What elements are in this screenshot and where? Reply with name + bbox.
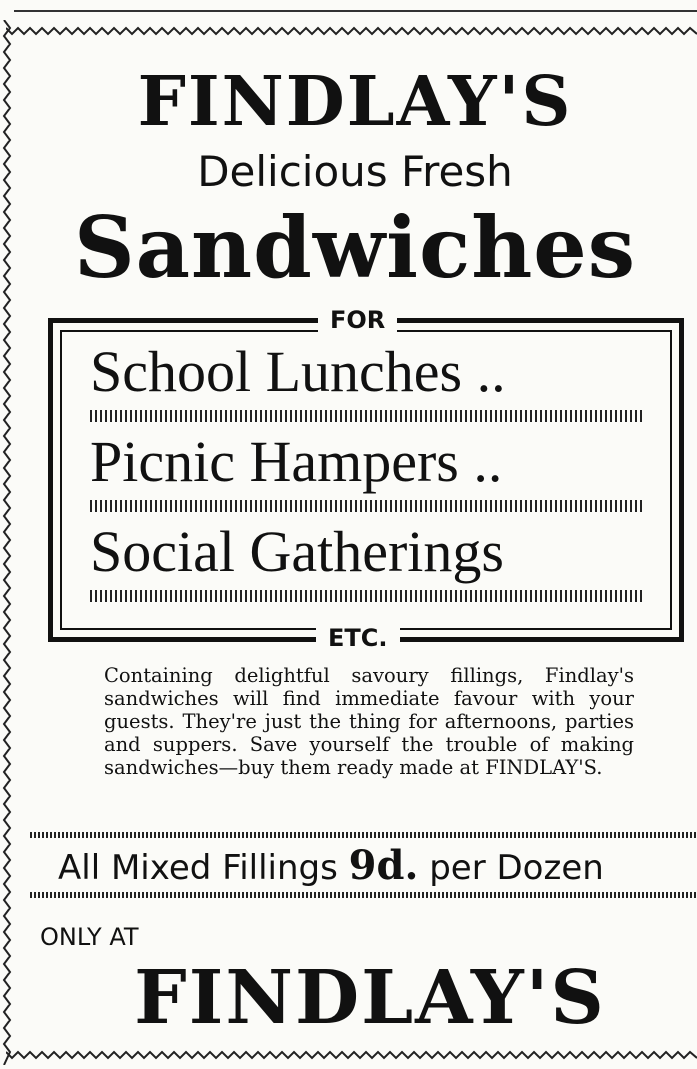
use-item-picnic-hampers: Picnic Hampers ..	[90, 429, 503, 494]
price-suffix: per Dozen	[429, 848, 604, 888]
for-label: FOR	[318, 306, 397, 334]
bottom-zigzag-border	[6, 1042, 697, 1068]
price-prefix: All Mixed Fillings	[58, 848, 338, 888]
use-item-social-gatherings: Social Gatherings	[90, 519, 504, 584]
top-rule	[14, 10, 697, 12]
product-heading: Sandwiches	[73, 198, 637, 297]
left-zigzag-border	[0, 20, 14, 1065]
only-at-label: ONLY AT	[40, 923, 139, 951]
etc-label: ETC.	[316, 624, 400, 652]
dotted-rule-bottom	[30, 892, 697, 898]
price-line	[58, 842, 678, 892]
footer-brand: FINDLAY'S	[134, 955, 606, 1041]
dotted-rule-top	[30, 832, 697, 838]
description-paragraph: Containing delightful savoury fillings, Findlay's sandwiches will find immediate favour with your guests. They're just the thing for afternoons, parties and suppers. Save yourself the trouble of making sandwiches—buy them ready made at FINDLAY'S.	[104, 664, 634, 779]
use-item-school-lunches: School Lunches ..	[90, 339, 506, 404]
top-zigzag-border	[6, 18, 697, 44]
subtitle: Delicious Fresh	[197, 147, 513, 196]
dotted-divider	[90, 590, 642, 602]
brand-heading: FINDLAY'S	[137, 62, 573, 142]
price-value: 9d.	[348, 842, 419, 889]
dotted-divider	[90, 410, 642, 422]
dotted-divider	[90, 500, 642, 512]
